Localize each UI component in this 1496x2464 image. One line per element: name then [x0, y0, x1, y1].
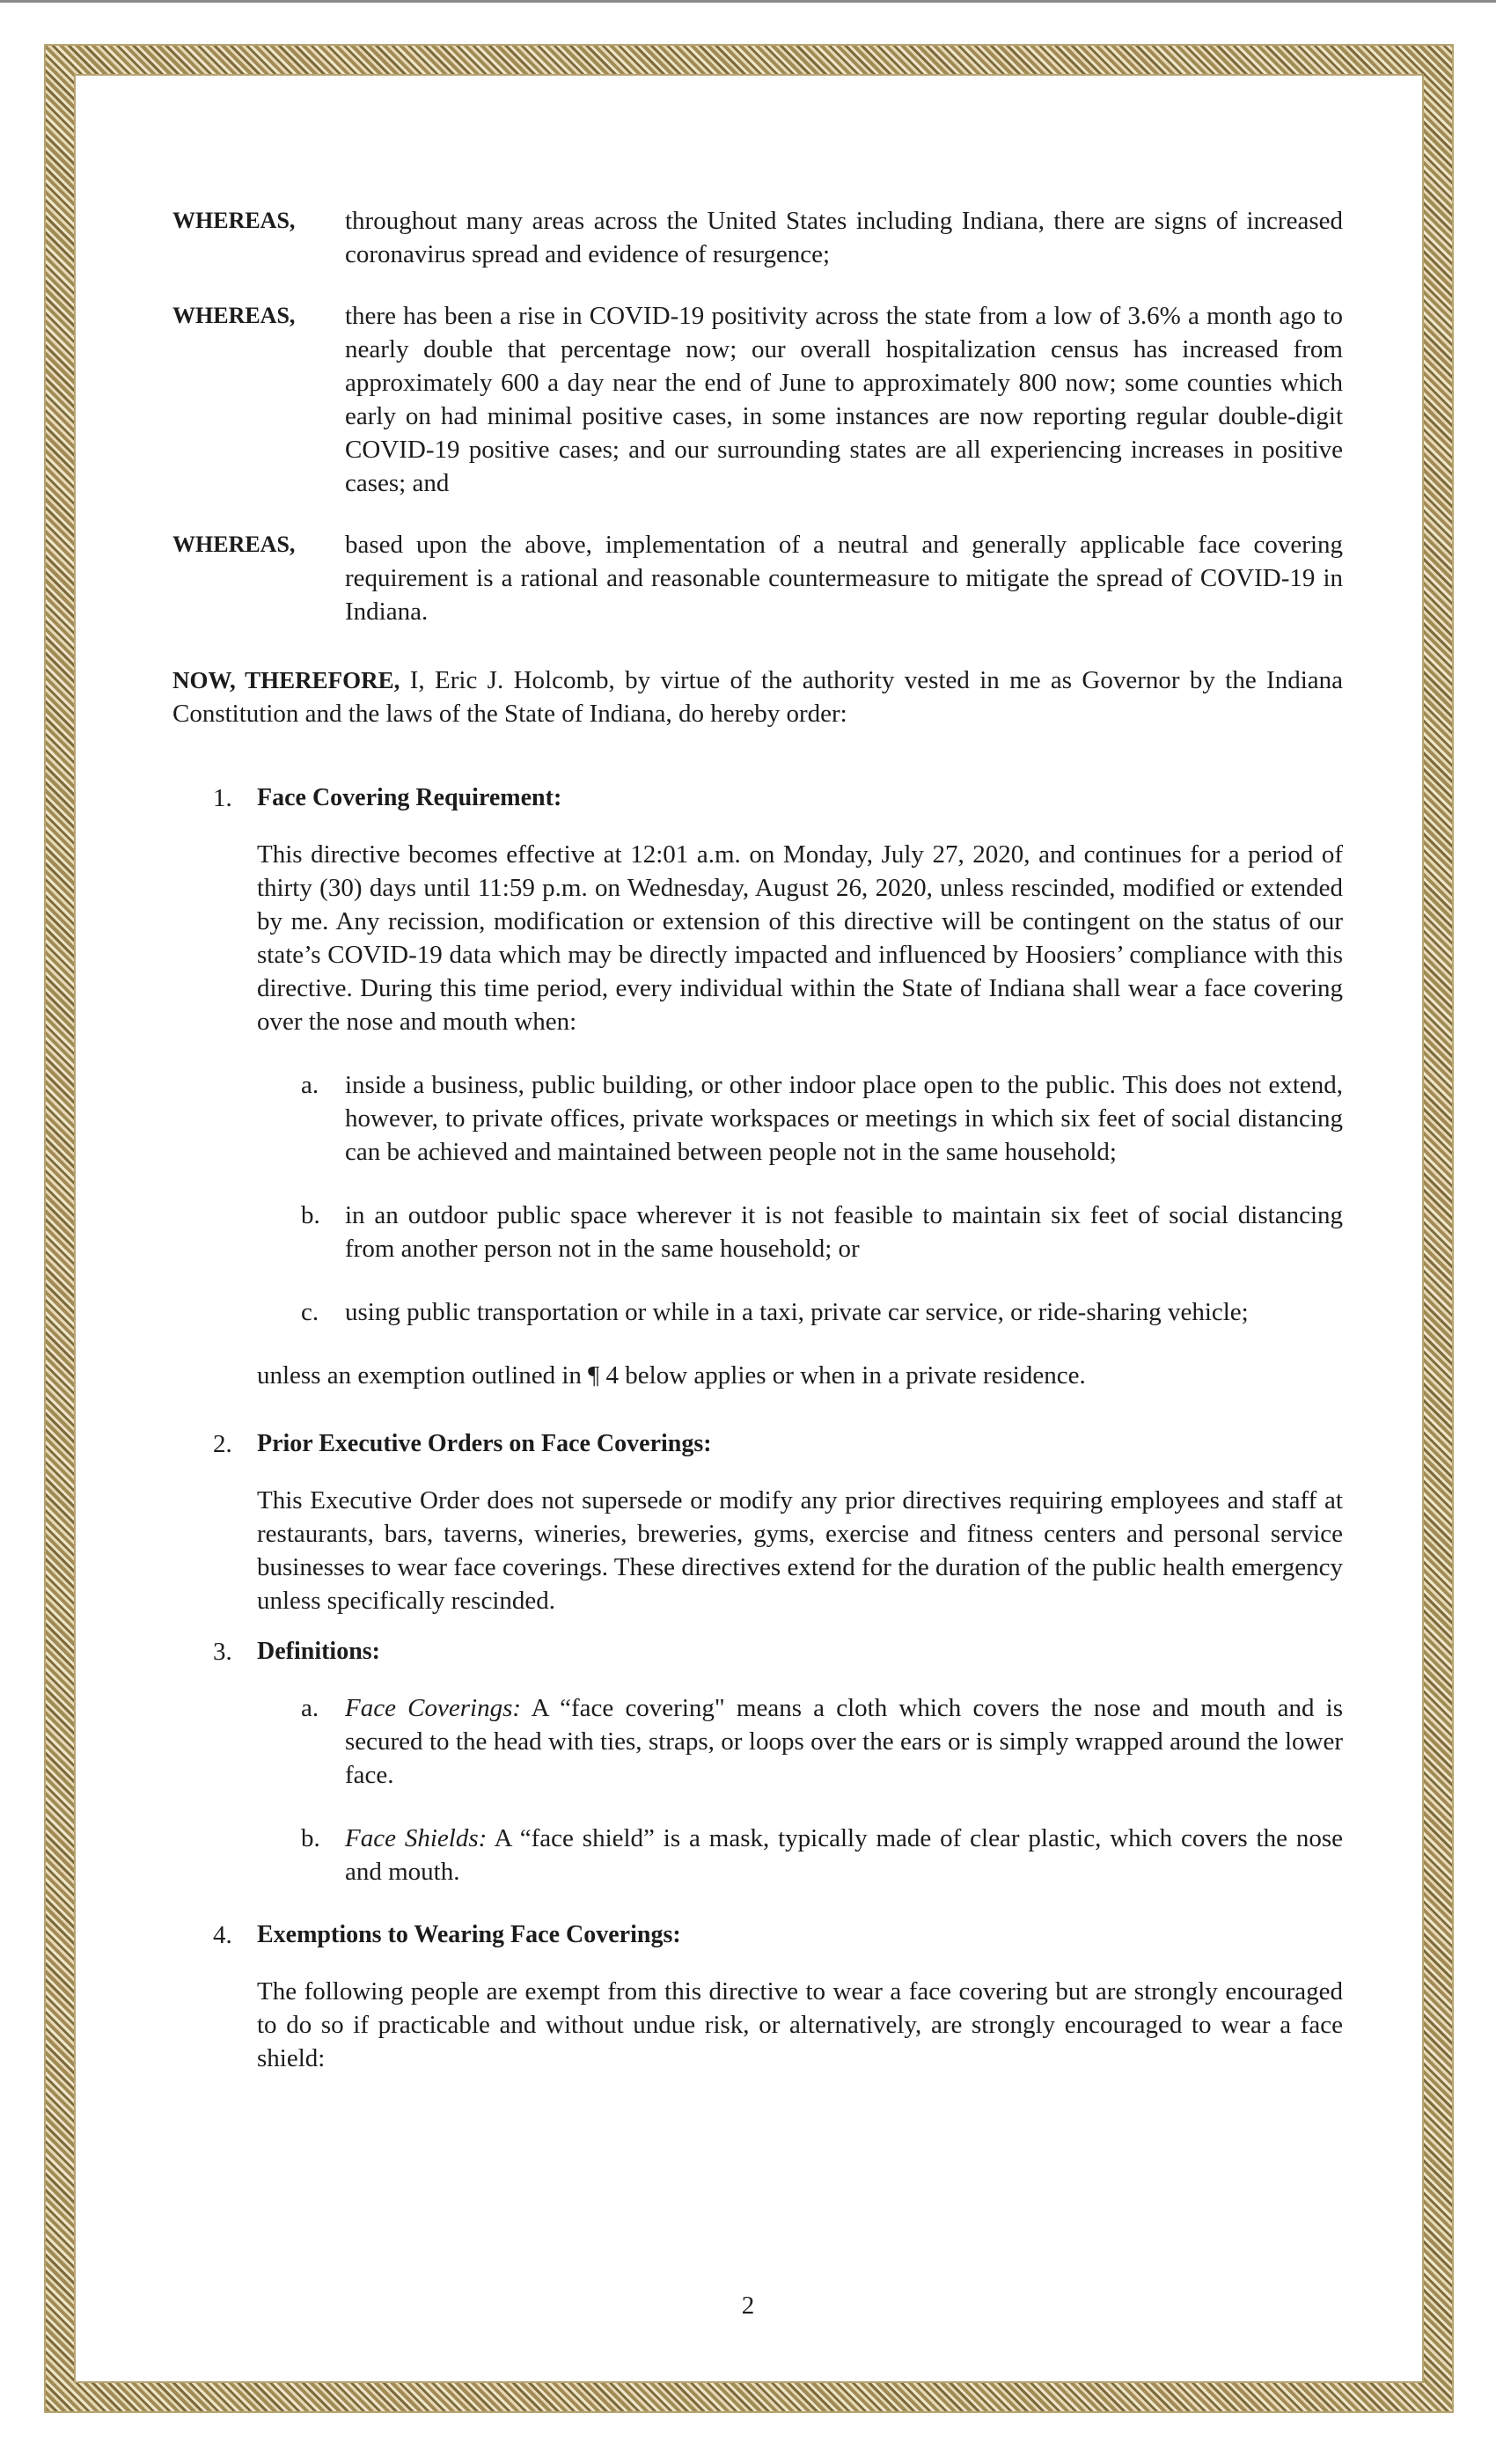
whereas-text: there has been a rise in COVID-19 positivity across the state from a low of 3.6% a month ago to nearly double that percentage now; our overall hospitalization census has increased from approximately 600 a day near the end of June to approximately 800 now; some counties which early on had minimal positive cases, in some instances are now reporting regular double-digit COVID-19 positive cases; and our surrounding states are all experiencing increases in positive cases; and: [345, 302, 1343, 497]
whereas-text: based upon the above, implementation of a neutral and generally applicable face covering requirement is a rational and reasonable countermeasure to mitigate the spread of COVID-19 in Indiana.: [345, 531, 1343, 626]
now-therefore-keyword: NOW, THEREFORE,: [172, 667, 400, 693]
document-body: [172, 204, 1343, 2105]
section-title: Exemptions to Wearing Face Coverings:: [257, 1921, 681, 1948]
section-number: 2.: [213, 1430, 232, 1458]
section-number: 3.: [213, 1638, 232, 1666]
definition-body: A “face covering" means a cloth which covers the nose and mouth and is secured to the head with ties, straps, or loops over the ears or is simply wrapped around the lower face.: [345, 1694, 1343, 1789]
list-item-letter: b.: [301, 1201, 320, 1229]
list-item-letter: b.: [301, 1824, 320, 1852]
definition-item: [301, 1822, 1343, 1888]
definition-term: Face Shields:: [345, 1824, 488, 1852]
definition-term: Face Coverings:: [345, 1694, 522, 1722]
page-number: 2: [741, 2292, 755, 2320]
whereas-keyword: WHEREAS,: [172, 532, 296, 557]
section-body: The following people are exempt from this directive to wear a face covering but are strongly encouraged to do so if practicable and without undue risk, or alternatively, are strongly encouraged to wear a face shield:: [257, 1977, 1343, 2072]
section-title: Face Covering Requirement:: [257, 784, 562, 811]
section-4: [213, 1918, 1343, 2075]
section-heading: [213, 1918, 1343, 1952]
section-body: This directive becomes effective at 12:01 a.m. on Monday, July 27, 2020, and continues for a period of thirty (30) days until 11:59 p.m. on Wednesday, August 26, 2020, unless rescinded, modified or extended by me. Any recission, modification or extension of this directive will be contingent on the status of our state’s COVID-19 data which may be directly impacted and influenced by Hoosiers’ compliance with this directive. During this time period, every individual within the State of Indiana shall wear a face covering over the nose and mouth when:: [257, 840, 1343, 1036]
list-item-text: in an outdoor public space wherever it is not feasible to maintain six feet of social distancing from another person not in the same household; or: [345, 1201, 1343, 1263]
whereas-keyword: WHEREAS,: [172, 303, 296, 328]
section-body: This Executive Order does not supersede or modify any prior directives requiring employees and staff at restaurants, bars, taverns, wineries, breweries, gyms, exercise and fitness centers and personal service businesses to wear face coverings. These directives extend for the duration of the public health emergency unless specifically rescinded.: [257, 1486, 1343, 1615]
definition-item: [301, 1691, 1343, 1792]
section-1: [213, 781, 1343, 1392]
section-3: [213, 1635, 1343, 1888]
whereas-clause-1: [172, 204, 1343, 271]
whereas-clause-3: [172, 528, 1343, 628]
section-heading: [213, 1427, 1343, 1461]
section-heading: [213, 781, 1343, 815]
section-title: Prior Executive Orders on Face Coverings:: [257, 1430, 712, 1457]
now-therefore-clause: [172, 664, 1343, 730]
section-heading: [213, 1635, 1343, 1668]
section-number: 1.: [213, 784, 232, 812]
definition-text: [345, 1822, 1343, 1888]
whereas-clause-2: [172, 299, 1343, 500]
scan-top-edge: [0, 0, 1496, 3]
list-item: [301, 1068, 1343, 1169]
list-item-text: inside a business, public building, or other indoor place open to the public. This does not extend, however, to private offices, private workspaces or meetings in which six feet of social distancing can be achieved and maintained between people not in the same household;: [345, 1071, 1343, 1166]
list-item-letter: c.: [301, 1298, 319, 1326]
definition-body: A “face shield” is a mask, typically made of clear plastic, which covers the nose and mouth.: [345, 1824, 1343, 1886]
section-trailer: unless an exemption outlined in ¶ 4 below applies or when in a private residence.: [257, 1361, 1086, 1390]
list-item: [301, 1295, 1343, 1329]
list-item-text: using public transportation or while in a taxi, private car service, or ride-sharing vehicle;: [345, 1298, 1249, 1326]
list-item: [301, 1199, 1343, 1265]
now-therefore-text: I, Eric J. Holcomb, by virtue of the authority vested in me as Governor by the Indiana Constitution and the laws of the State of Indiana, do hereby order:: [172, 666, 1343, 728]
whereas-text: throughout many areas across the United States including Indiana, there are signs of increased coronavirus spread and evidence of resurgence;: [345, 207, 1343, 268]
list-item-letter: a.: [301, 1071, 319, 1099]
definition-text: [345, 1691, 1343, 1792]
section-2: [213, 1427, 1343, 1617]
section-number: 4.: [213, 1921, 232, 1949]
whereas-keyword: WHEREAS,: [172, 208, 296, 233]
list-item-letter: a.: [301, 1694, 319, 1722]
section-title: Definitions:: [257, 1638, 380, 1665]
